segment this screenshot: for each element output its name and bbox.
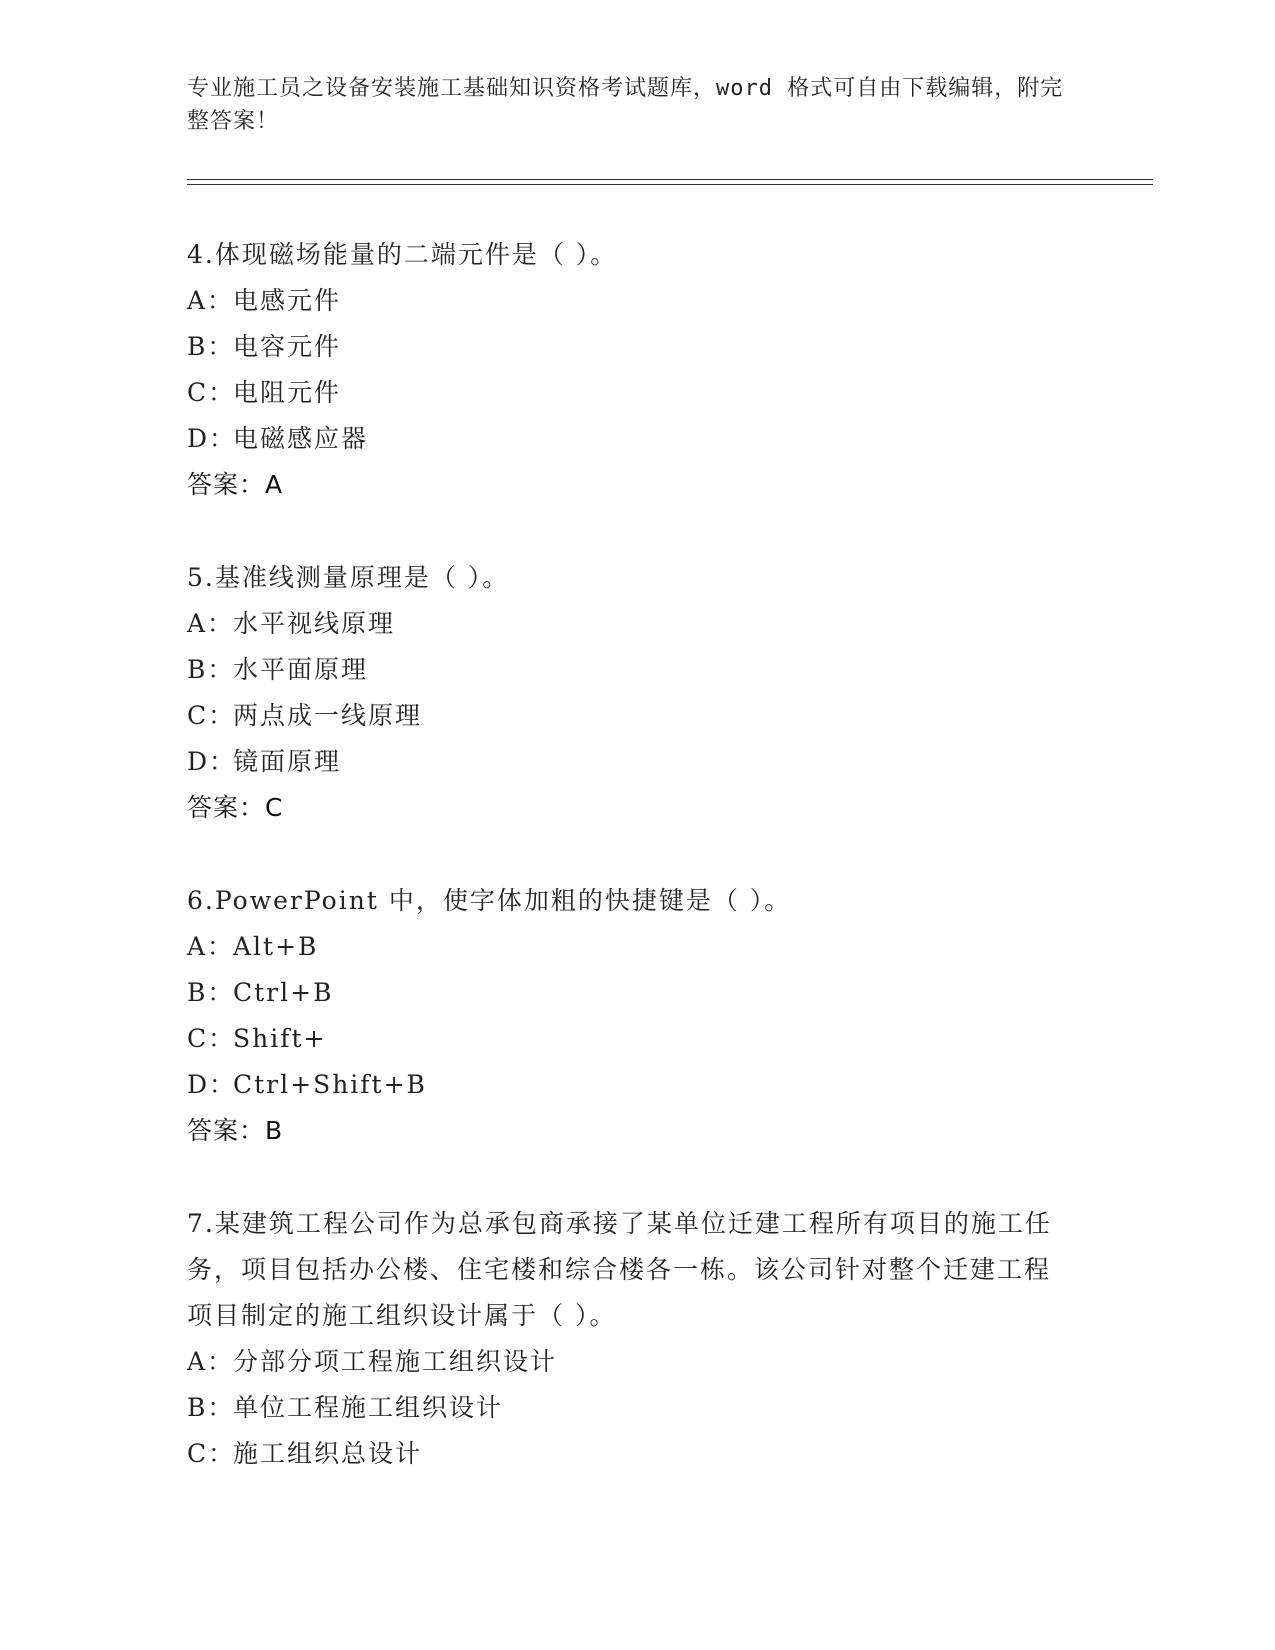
option-c [187, 370, 1067, 416]
option-label: B： [187, 332, 235, 361]
option-c [187, 693, 1067, 739]
option-text: 电感元件 [233, 286, 342, 315]
answer-line: 答案：B [187, 1116, 284, 1145]
option-label: A： [187, 609, 235, 638]
header-divider-bottom [187, 184, 1153, 185]
question-stem: 基准线测量原理是（ ）。 [214, 563, 510, 592]
question-text [187, 1201, 1067, 1339]
option-c [187, 1431, 1067, 1477]
question-5 [187, 555, 1067, 831]
option-a [187, 1339, 1067, 1385]
option-text: Ctrl+B [233, 978, 334, 1007]
option-label: B： [187, 1393, 235, 1422]
option-text: 水平面原理 [233, 655, 369, 684]
question-7 [187, 1201, 1067, 1477]
question-number: 4. [187, 240, 215, 269]
option-a [187, 278, 1067, 324]
option-text: 镜面原理 [233, 747, 342, 776]
option-text: Ctrl+Shift+B [233, 1070, 427, 1099]
option-b [187, 1385, 1067, 1431]
option-text: Alt+B [233, 932, 319, 961]
option-b [187, 970, 1067, 1016]
option-b [187, 324, 1067, 370]
question-number: 7. [187, 1209, 215, 1238]
question-number: 5. [187, 563, 215, 592]
option-text: Shift+ [233, 1024, 327, 1053]
option-text: 电容元件 [233, 332, 342, 361]
option-text: 施工组织总设计 [233, 1439, 423, 1468]
option-text: 两点成一线原理 [233, 701, 423, 730]
option-label: C： [187, 701, 236, 730]
header-divider-top [187, 179, 1153, 180]
option-text: 单位工程施工组织设计 [233, 1393, 504, 1422]
question-list [187, 232, 1067, 1524]
question-text [187, 878, 1067, 924]
option-text: 电阻元件 [233, 378, 342, 407]
question-6 [187, 878, 1067, 1154]
option-label: A： [187, 932, 235, 961]
question-number: 6. [187, 886, 215, 915]
option-text: 电磁感应器 [233, 424, 369, 453]
option-label: D： [187, 424, 237, 453]
answer-line: 答案：C [187, 793, 284, 822]
option-a [187, 924, 1067, 970]
option-label: A： [187, 1347, 235, 1376]
option-text: 分部分项工程施工组织设计 [233, 1347, 558, 1376]
answer-line: 答案：A [187, 470, 284, 499]
option-text: 水平视线原理 [233, 609, 396, 638]
option-b [187, 647, 1067, 693]
option-label: C： [187, 1439, 236, 1468]
option-label: B： [187, 978, 235, 1007]
question-stem: 体现磁场能量的二端元件是（ ）。 [214, 240, 618, 269]
question-stem: PowerPoint 中，使字体加粗的快捷键是（ ）。 [214, 886, 792, 915]
option-label: A： [187, 286, 235, 315]
question-4 [187, 232, 1067, 508]
option-d [187, 416, 1067, 462]
option-label: C： [187, 378, 236, 407]
option-d [187, 1062, 1067, 1108]
question-text [187, 232, 1067, 278]
option-label: C： [187, 1024, 236, 1053]
option-label: B： [187, 655, 235, 684]
document-header: 专业施工员之设备安装施工基础知识资格考试题库，word 格式可自由下载编辑，附完整答案！ [187, 76, 1064, 134]
option-label: D： [187, 747, 237, 776]
option-label: D： [187, 1070, 237, 1099]
option-a [187, 601, 1067, 647]
option-d [187, 739, 1067, 785]
question-stem: 某建筑工程公司作为总承包商承接了某单位迁建工程所有项目的施工任务，项目包括办公楼、住宅楼和综合楼各一栋。该公司针对整个迁建工程项目制定的施工组织设计属于（ ）。 [187, 1209, 1052, 1330]
option-c [187, 1016, 1067, 1062]
question-text [187, 555, 1067, 601]
